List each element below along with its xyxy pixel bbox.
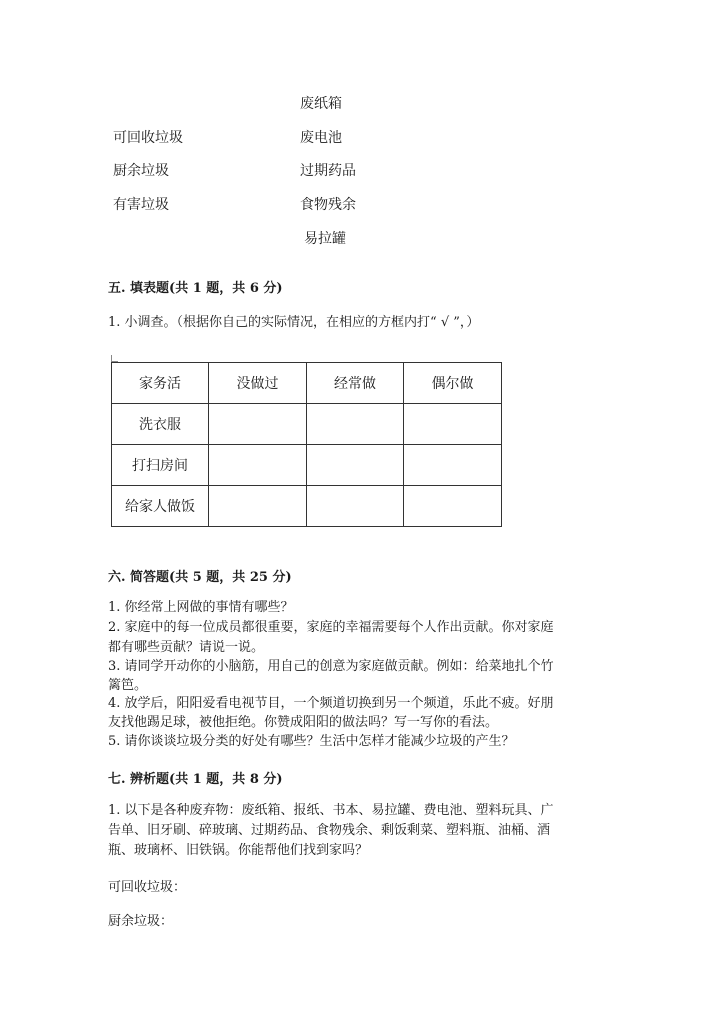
check-cell-often[interactable] [307, 445, 404, 486]
section6-line: 1. 你经常上网做的事情有哪些？ [108, 600, 294, 615]
answer-kitchen: 厨余垃圾： [108, 914, 174, 929]
check-cell-sometimes[interactable] [404, 486, 502, 527]
item-food-residue: 食物残余 [300, 197, 356, 213]
section6-line: 4. 放学后，阳阳爱看电视节目，一个频道切换到另一个频道，乐此不疲。好朋 [108, 696, 554, 711]
category-kitchen: 厨余垃圾 [113, 163, 169, 179]
section6-line: 篱笆。 [108, 678, 148, 693]
item-waste-cardboard: 废纸箱 [300, 96, 342, 112]
header-sometimes: 偶尔做 [404, 363, 502, 404]
section6-heading: 六. 简答题(共 5 题，共 25 分) [108, 570, 292, 585]
check-cell-never[interactable] [209, 486, 307, 527]
section6-line: 2. 家庭中的每一位成员都很重要，家庭的幸福需要每个人作出贡献。你对家庭 [108, 620, 554, 635]
category-recyclable: 可回收垃圾 [113, 130, 183, 146]
table-anchor-mark [111, 355, 118, 362]
header-never: 没做过 [209, 363, 307, 404]
check-cell-never[interactable] [209, 404, 307, 445]
item-expired-medicine: 过期药品 [300, 163, 356, 179]
section7-heading: 七. 辨析题(共 1 题，共 8 分) [108, 772, 283, 787]
row-label-laundry: 洗衣服 [112, 404, 209, 445]
item-waste-battery: 废电池 [300, 130, 342, 146]
check-cell-never[interactable] [209, 445, 307, 486]
category-hazardous: 有害垃圾 [113, 197, 169, 213]
section6-line: 5. 请你谈谈垃圾分类的好处有哪些？生活中怎样才能减少垃圾的产生？ [108, 734, 515, 749]
section5-question: 1. 小调查。（根据你自己的实际情况，在相应的方框内打“ √ ”，） [108, 315, 480, 330]
section7-line: 告单、旧牙刷、碎玻璃、过期药品、食物残余、剩饭剩菜、塑料瓶、油桶、酒 [108, 823, 551, 838]
section7-line: 瓶、玻璃杯、旧铁锅。你能帮他们找到家吗？ [108, 843, 369, 858]
check-cell-often[interactable] [307, 486, 404, 527]
table-row [112, 404, 502, 445]
row-label-cleaning: 打扫房间 [112, 445, 209, 486]
check-cell-often[interactable] [307, 404, 404, 445]
check-cell-sometimes[interactable] [404, 445, 502, 486]
check-cell-sometimes[interactable] [404, 404, 502, 445]
table-header-row [112, 363, 502, 404]
section6-line: 友找他踢足球，被他拒绝。你赞成阳阳的做法吗？写一写你的看法。 [108, 715, 499, 730]
section5-heading: 五. 填表题(共 1 题，共 6 分) [108, 281, 283, 296]
section6-line: 3. 请同学开动你的小脑筋，用自己的创意为家庭做贡献。例如：给菜地扎个竹 [108, 659, 554, 674]
header-often: 经常做 [307, 363, 404, 404]
section7-line: 1. 以下是各种废弃物：废纸箱、报纸、书本、易拉罐、费电池、塑料玩具、广 [108, 803, 554, 818]
row-label-cooking: 给家人做饭 [112, 486, 209, 527]
table-row [112, 445, 502, 486]
section6-line: 都有哪些贡献？请说一说。 [108, 640, 265, 655]
answer-recyclable: 可回收垃圾： [108, 880, 187, 895]
header-chore: 家务活 [112, 363, 209, 404]
chores-survey-table [111, 362, 502, 527]
table-row [112, 486, 502, 527]
item-can: 易拉罐 [304, 231, 346, 247]
